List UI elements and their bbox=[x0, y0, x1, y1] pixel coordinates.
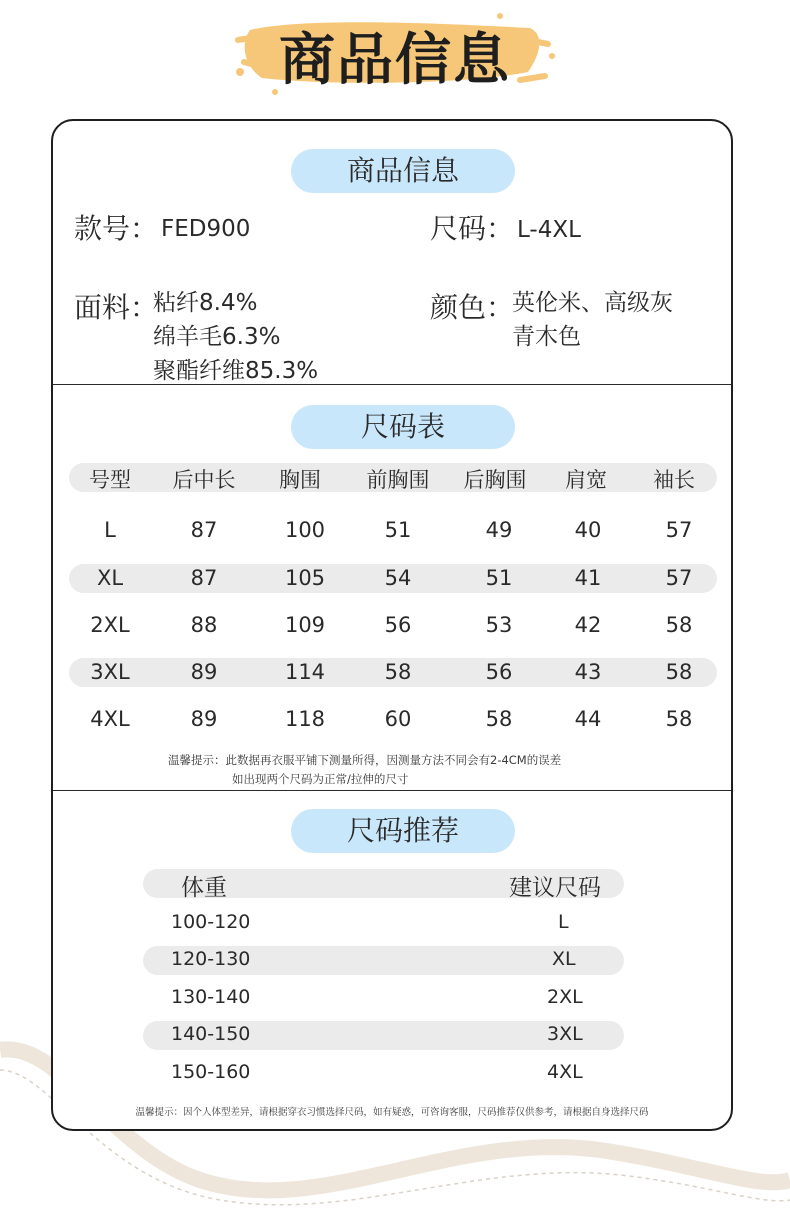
table-cell: 58 bbox=[384, 660, 412, 684]
table-cell: 58 bbox=[485, 707, 513, 731]
table-cell: 57 bbox=[665, 518, 693, 542]
color-value bbox=[512, 286, 673, 354]
weight-cell: 130-140 bbox=[171, 986, 251, 1008]
measurement-note-2: 如出现两个尺码为正常/拉伸的尺寸 bbox=[232, 772, 409, 786]
weight-cell: 140-150 bbox=[171, 1023, 251, 1045]
model-value: FED900 bbox=[161, 216, 251, 242]
table-cell: 114 bbox=[284, 660, 326, 684]
size-label: 尺码： bbox=[430, 212, 515, 245]
size-value: L-4XL bbox=[517, 217, 581, 243]
header-cell: 号型 bbox=[89, 468, 131, 492]
table-cell: 89 bbox=[190, 707, 218, 731]
table-cell: 4XL bbox=[90, 707, 130, 731]
size-cell: XL bbox=[552, 948, 576, 970]
weight-header: 体重 bbox=[181, 875, 227, 901]
header-cell: 胸围 bbox=[279, 468, 321, 492]
product-info-card bbox=[51, 119, 733, 1131]
weight-cell: 120-130 bbox=[171, 948, 251, 970]
page-title: 商品信息 bbox=[279, 28, 511, 93]
size-cell: 2XL bbox=[547, 986, 583, 1008]
table-cell: 43 bbox=[574, 660, 602, 684]
size-cell: L bbox=[558, 911, 569, 933]
info-section-title: 商品信息 bbox=[291, 149, 515, 193]
section-divider bbox=[53, 790, 731, 791]
table-cell: 89 bbox=[190, 660, 218, 684]
measurement-note: 温馨提示：此数据再衣服平铺下测量所得，因测量方法不同会有2-4CM的误差 bbox=[168, 753, 562, 767]
page-header bbox=[0, 0, 790, 105]
color-line: 青木色 bbox=[512, 324, 581, 350]
table-cell: 100 bbox=[284, 518, 326, 542]
model-label: 款号： bbox=[74, 212, 159, 245]
table-cell: 56 bbox=[485, 660, 513, 684]
table-cell: 54 bbox=[384, 566, 412, 590]
table-cell: 3XL bbox=[90, 660, 130, 684]
table-cell: 105 bbox=[284, 566, 326, 590]
recommend-footnote: 温馨提示：因个人体型差异，请根据穿衣习惯选择尺码，如有疑惑，可咨询客服，尺码推荐仅供参考，请根据自身选择尺码 bbox=[135, 1107, 649, 1118]
table-cell: 40 bbox=[574, 518, 602, 542]
header-cell: 肩宽 bbox=[565, 468, 607, 492]
fabric-line: 绵羊毛6.3% bbox=[153, 324, 281, 350]
table-cell: 58 bbox=[665, 707, 693, 731]
size-cell: 3XL bbox=[547, 1023, 583, 1045]
table-cell: 87 bbox=[190, 566, 218, 590]
fabric-line: 聚酯纤维85.3% bbox=[153, 358, 319, 384]
size-suggest-header: 建议尺码 bbox=[509, 875, 601, 901]
table-cell: 42 bbox=[574, 613, 602, 637]
table-cell: 41 bbox=[574, 566, 602, 590]
table-cell: 2XL bbox=[90, 613, 130, 637]
fabric-label: 面料： bbox=[74, 291, 159, 324]
section-divider bbox=[53, 384, 731, 385]
table-cell: 60 bbox=[384, 707, 412, 731]
fabric-line: 粘纤8.4% bbox=[153, 290, 258, 316]
header-cell: 后中长 bbox=[172, 468, 236, 492]
color-label: 颜色： bbox=[430, 291, 515, 324]
table-cell: 109 bbox=[284, 613, 326, 637]
size-table-title: 尺码表 bbox=[291, 405, 515, 449]
table-cell: 49 bbox=[485, 518, 513, 542]
header-cell: 后胸围 bbox=[463, 468, 527, 492]
table-cell: 51 bbox=[485, 566, 513, 590]
table-cell: 51 bbox=[384, 518, 412, 542]
weight-cell: 100-120 bbox=[171, 911, 251, 933]
color-line: 英伦米、高级灰 bbox=[512, 290, 673, 316]
header-cell: 前胸围 bbox=[366, 468, 430, 492]
table-cell: 56 bbox=[384, 613, 412, 637]
header-cell: 袖长 bbox=[653, 468, 695, 492]
table-cell: 58 bbox=[665, 613, 693, 637]
fabric-value bbox=[153, 286, 318, 388]
table-cell: 44 bbox=[574, 707, 602, 731]
recommend-title: 尺码推荐 bbox=[291, 809, 515, 853]
table-cell: 58 bbox=[665, 660, 693, 684]
table-cell: L bbox=[104, 518, 116, 542]
table-cell: 88 bbox=[190, 613, 218, 637]
size-cell: 4XL bbox=[547, 1061, 583, 1083]
table-cell: 118 bbox=[284, 707, 326, 731]
weight-cell: 150-160 bbox=[171, 1061, 251, 1083]
table-cell: 53 bbox=[485, 613, 513, 637]
table-cell: XL bbox=[96, 566, 124, 590]
table-cell: 57 bbox=[665, 566, 693, 590]
table-cell: 87 bbox=[190, 518, 218, 542]
